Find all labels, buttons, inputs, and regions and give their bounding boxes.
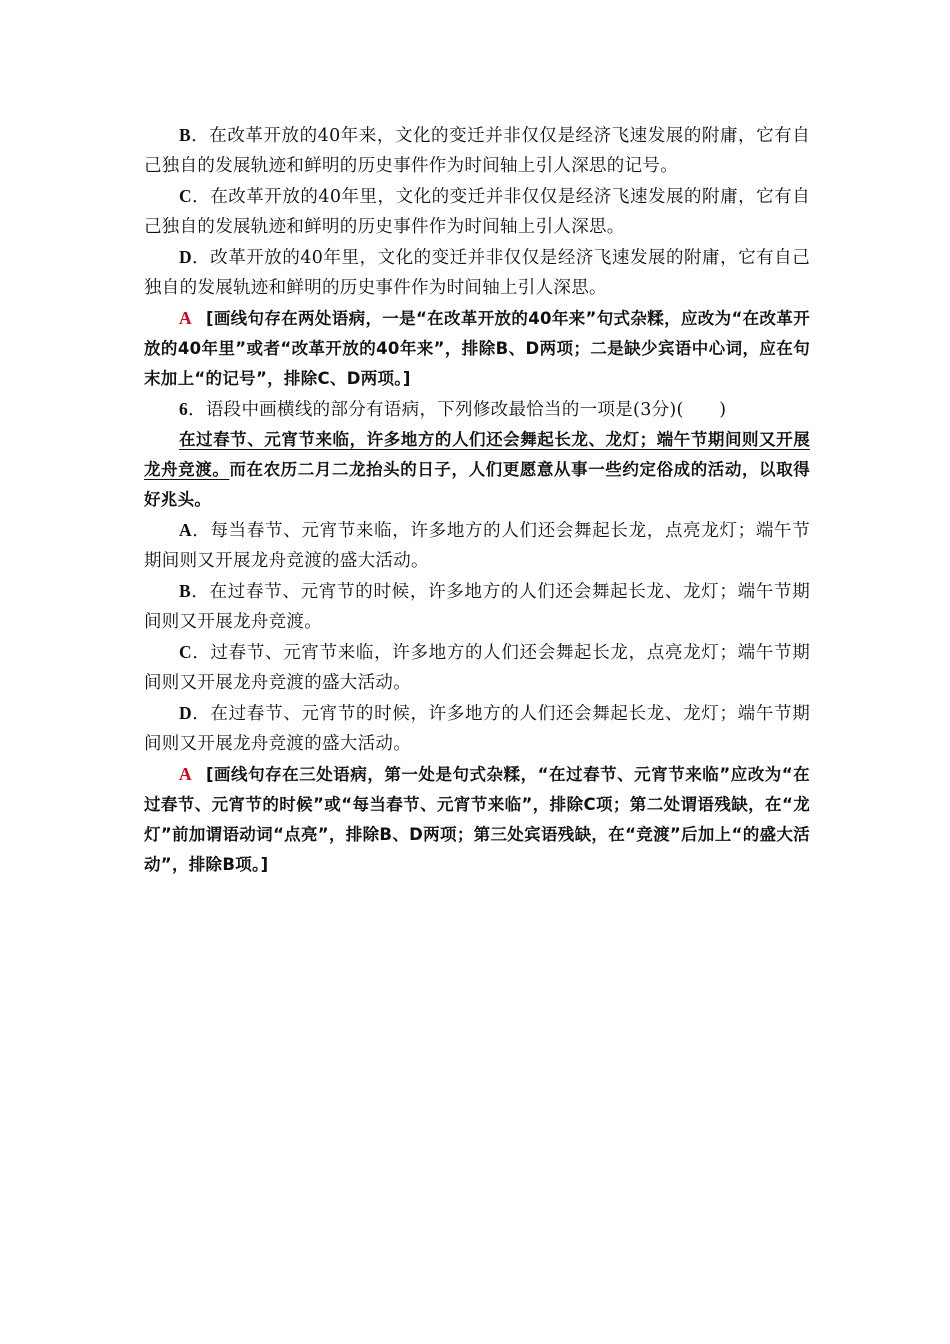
- option-text: ．在过春节、元宵节的时候，许多地方的人们还会舞起长龙、龙灯；端午节期间则又开展龙舟竞渡的盛大活动。: [144, 704, 810, 754]
- q6-option-a: [144, 515, 810, 576]
- q6-stem: [144, 394, 810, 425]
- q6-option-d: [144, 698, 810, 759]
- option-text: ．过春节、元宵节来临，许多地方的人们还会舞起长龙，点亮龙灯；端午节期间则又开展龙舟竞渡的盛大活动。: [144, 643, 810, 693]
- option-text: ．在改革开放的40年来，文化的变迁并非仅仅是经济飞速发展的附庸，它有自己独自的发展轨迹和鲜明的历史事件作为时间轴上引人深思的记号。: [144, 126, 810, 176]
- option-text: ．每当春节、元宵节来临，许多地方的人们还会舞起长龙，点亮龙灯；端午节期间则又开展龙舟竞渡的盛大活动。: [144, 521, 810, 571]
- q5-answer: [144, 303, 810, 394]
- option-text: ．改革开放的40年里，文化的变迁并非仅仅是经济飞速发展的附庸，它有自己独自的发展轨迹和鲜明的历史事件作为时间轴上引人深思。: [144, 248, 810, 298]
- answer-analysis: [画线句存在三处语病，第一处是句式杂糅，“在过春节、元宵节来临”应改为“在过春节、元宵节的时候”或“每当春节、元宵节来临”，排除C项；第二处谓语残缺，在“龙灯”前加谓语动词“点亮”，排除B、D两项；第三处宾语残缺，在“竞渡”后加上“的盛大活动”，排除B项。]: [144, 765, 810, 874]
- answer-letter: A: [179, 308, 192, 328]
- answer-analysis: [画线句存在两处语病，一是“在改革开放的40年来”句式杂糅，应改为“在改革开放的40年里”或者“改革开放的40年来”，排除B、D两项；二是缺少宾语中心词，应在句末加上“的记号”，排除C、D两项。]: [144, 309, 810, 388]
- q5-option-c: [144, 181, 810, 242]
- question-number: 6: [179, 399, 189, 419]
- option-letter: D: [179, 703, 192, 723]
- option-letter: C: [179, 186, 192, 206]
- option-letter: A: [179, 520, 192, 540]
- option-letter: B: [179, 125, 191, 145]
- option-letter: C: [179, 642, 192, 662]
- option-letter: D: [179, 247, 192, 267]
- option-text: ．在过春节、元宵节的时候，许多地方的人们还会舞起长龙、龙灯；端午节期间则又开展龙舟竞渡。: [144, 582, 810, 632]
- q6-answer: [144, 759, 810, 880]
- document-page: [144, 120, 810, 880]
- q6-passage: [144, 425, 810, 515]
- answer-letter: A: [179, 764, 192, 784]
- passage-underlined-text: 在过春节、元宵节来临，许多地方的人们还会舞起长龙、龙灯；端午节期间则又开展龙舟竞渡。: [144, 430, 810, 479]
- passage-rest-text: 而在农历二月二龙抬头的日子，人们更愿意从事一些约定俗成的活动，以取得好兆头。: [144, 460, 810, 509]
- question-stem: ．语段中画横线的部分有语病，下列修改最恰当的一项是(3分)( ): [188, 400, 727, 420]
- q6-option-b: [144, 576, 810, 637]
- q6-option-c: [144, 637, 810, 698]
- q5-option-d: [144, 242, 810, 303]
- option-letter: B: [179, 581, 191, 601]
- option-text: ．在改革开放的40年里，文化的变迁并非仅仅是经济飞速发展的附庸，它有自己独自的发展轨迹和鲜明的历史事件作为时间轴上引人深思。: [144, 187, 810, 237]
- q5-option-b: [144, 120, 810, 181]
